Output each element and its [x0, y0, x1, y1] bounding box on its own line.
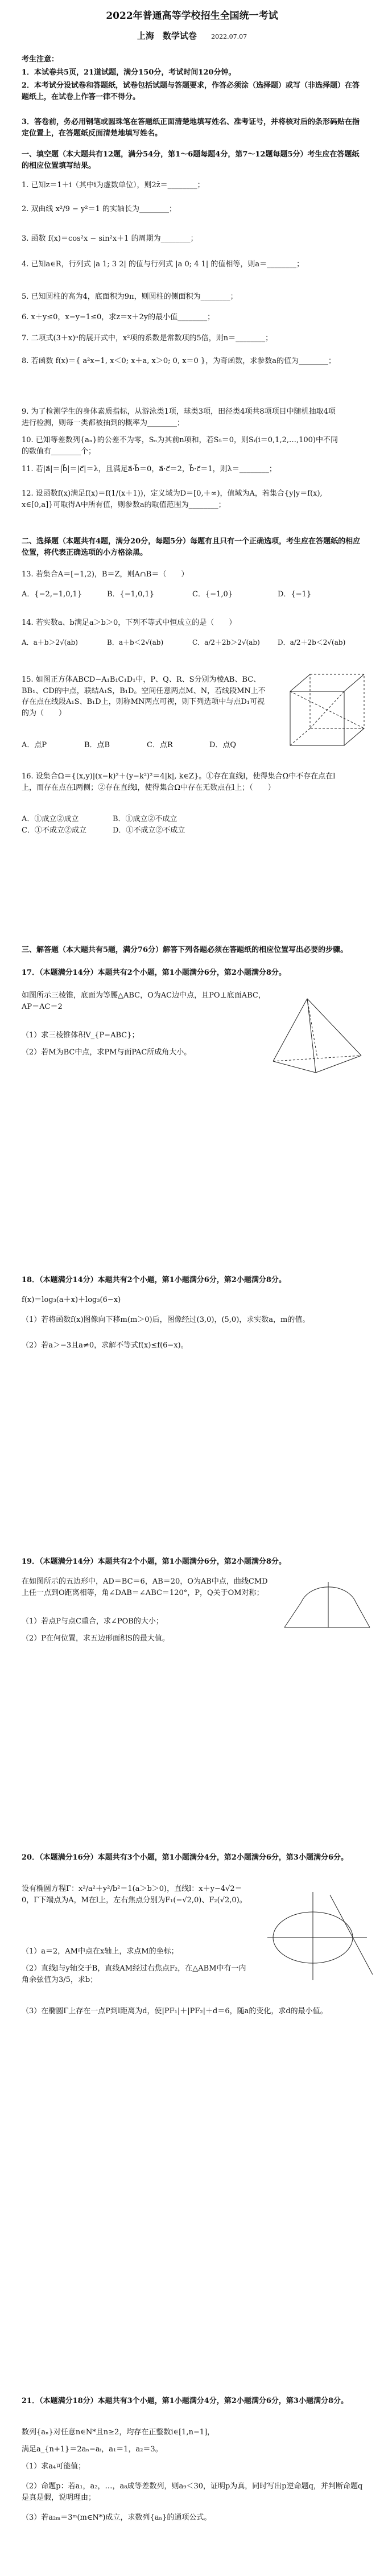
cube-back-face — [310, 674, 364, 728]
problem-20-part2: （2）直线l与y轴交于B，直线AM经过右焦点F₂，在△ABM中有一内角余弦值为3/5，求b； — [22, 1964, 246, 1984]
question-11: 11. 若|a⃗|＝|b⃗|＝|c⃗|＝λ，且满足a⃗·b⃗＝0，a⃗·c⃗＝2，b⃗·c⃗＝1，则λ＝________； — [22, 465, 276, 473]
exam-date: 2022.07.07 — [211, 33, 247, 40]
problem-17-body: 如图所示三棱锥，底面为等腰△ABC，O为AC边中点，且PO⊥底面ABC，AP＝AC＝2 — [22, 991, 266, 1011]
exam-title: 2022年普通高等学校招生全国统一考试 — [106, 10, 278, 22]
ellipse-figure — [267, 1889, 375, 1986]
option-b: B．a＋b＜2√(ab) — [107, 638, 164, 646]
problem-21-part1: （1）求a₄可能值； — [22, 2462, 86, 2471]
question-8: 8. 若函数 f(x)＝{ a²x−1, x＜0; x＋a, x＞0; 0, x＝0 }，为奇函数，求参数a的值为________； — [22, 357, 336, 365]
options-13 — [22, 589, 363, 600]
problem-21-body: 数列{aₙ}对任意n∈N*且n≥2，均存在正整数i∈[1,n−1]， — [22, 2428, 215, 2437]
option-b: B．点B — [84, 741, 110, 749]
option-b: B．{−1,0,1} — [107, 590, 155, 599]
option-a: A．{−2,−1,0,1} — [22, 590, 82, 599]
options-14 — [22, 637, 363, 648]
exam-subtitle — [0, 30, 384, 43]
question-12: 12. 设函数f(x)满足f(x)＝f(1/(x＋1))，定义域为D＝[0,＋∞)，值域为A，若集合{y|y＝f(x), x∈[0,a]}可取得A中所有值，则参数a的取值范围为________； — [22, 489, 323, 509]
question-10: 10. 已知等差数列{aₙ}的公差不为零，Sₙ为其前n项和，若S₅＝0，则Sᵢ(i＝0,1,2,…,100)中不同的数值有________个； — [22, 436, 338, 456]
problem-17-heading: 17．（本题满分14分）本题共有2个小题，第1小题满分6分，第2小题满分8分。 — [22, 968, 286, 977]
line-l — [330, 1895, 373, 1975]
problem-21-part3: （3）若a₂ₘ＝3ᵐ(m∈N*)成立，求数列{aₙ}的通项公式。 — [22, 2513, 212, 2522]
question-4: 4. 已知a∈R，行列式 |a 1; 3 2| 的值与行列式 |a 0; 4 1| 的值相等，则a＝________； — [22, 260, 304, 269]
problem-21-body-2: 满足a_{n+1}＝2aₙ−aᵢ，a₁＝1，a₂＝3。 — [22, 2445, 163, 2454]
option-a: A．①成立②成立 — [22, 815, 79, 823]
problem-19-part1: （1）若点P与点C重合，求∠POB的大小； — [22, 1617, 163, 1626]
option-c: C．a/2＋2b＞2√(ab) — [192, 638, 260, 646]
problem-19-part2: （2）P在何位置，求五边形面积S的最大值。 — [22, 1634, 170, 1643]
options-15 — [22, 740, 272, 751]
question-9: 9. 为了检测学生的身体素质指标，从游泳类1项，球类3项，田径类4项共8项项目中随机抽取4项进行检测，则每一类都被抽到的概率为________； — [22, 407, 336, 427]
notice-item: 1．本试卷共5页，21道试题，满分150分，考试时间120分钟。 — [22, 68, 236, 77]
notice-heading: 考生注意： — [22, 55, 59, 64]
section-answer-heading: 三、解答题（本大题共有5题，满分76分）解答下列各题必须在答题纸的相应位置写出必要的步骤。 — [22, 946, 348, 954]
option-d: D．①不成立②不成立 — [113, 826, 185, 835]
question-15: 15. 如图正方体ABCD−A₁B₁C₁D₁中，P、Q、R、S分别为棱AB、BC、BB₁、CD的中点，联结A₁S，B₁D。空间任意两点M、N，若线段MN上不存在点在线段A₁S、B₁D上，则称MN两点可视，则下列选项中与点D₁可视的为（ ） — [22, 675, 266, 718]
notice-item: 2．本考试分设试卷和答题纸，试卷包括试题与答题要求，作答必须涂（选择题）或写（非选择题）在答题纸上，在试卷上作答一律不得分。 — [22, 81, 360, 101]
question-5: 5. 已知圆柱的高为4，底面积为9π，则圆柱的侧面积为________； — [22, 292, 238, 301]
question-13: 13. 若集合A＝[−1,2)，B＝Z，则A∩B＝（ ） — [22, 570, 189, 579]
pyramid-figure — [267, 993, 370, 1078]
pentagon-figure — [279, 1579, 375, 1642]
option-a: A．a＋b＞2√(ab) — [22, 638, 78, 646]
subject-label: 上海 数学试卷 — [137, 31, 197, 41]
problem-18-part1: （1）若将函数f(x)图像向下移m(m＞0)后，图像经过(3,0)，(5,0)，求实数a，m的值。 — [22, 1316, 310, 1324]
notice-item: 3．答卷前，务必用钢笔或圆珠笔在答题纸正面清楚地填写姓名、准考证号，并将核对后的条形码贴在指定位置上，在答题纸反面清楚地填写姓名。 — [22, 118, 360, 138]
cube-front-face — [290, 691, 344, 745]
option-a: A．点P — [22, 741, 47, 749]
question-1: 1. 已知z＝1＋i（其中i为虚数单位），则2z̄＝________； — [22, 181, 205, 189]
option-c: C．①不成立②成立 — [22, 826, 86, 835]
problem-17-part1: （1）求三棱锥体积V_{P−ABC}； — [22, 1031, 139, 1040]
problem-21-heading: 21．（本题满分18分）本题共有3个小题，第1小题满分4分，第2小题满分6分，第3小题满分8分。 — [22, 2397, 349, 2405]
option-d: D．点Q — [209, 741, 237, 749]
option-d: D．a/2＋2b＜2√(ab) — [278, 638, 346, 646]
problem-17-part2: （2）若M为BC中点，求PM与面PAC所成角大小。 — [22, 1048, 192, 1057]
problem-19-heading: 19．（本题满分14分）本题共有2个小题，第1小题满分6分，第2小题满分8分。 — [22, 1557, 286, 1566]
option-d: D．{−1} — [278, 590, 312, 599]
problem-18-part2: （2）若a＞−3且a≠0，求解不等式f(x)≤f(6−x)。 — [22, 1341, 188, 1350]
question-3: 3. 函数 f(x)＝cos²x − sin²x＋1 的周期为________； — [22, 234, 198, 243]
option-c: C．点R — [147, 741, 173, 749]
problem-20-heading: 20．（本题满分16分）本题共有3个小题，第1小题满分4分，第2小题满分6分，第3小题满分6分。 — [22, 1853, 349, 1862]
section-fill-heading: 一、填空题（本大题共有12题，满分54分，第1～6题每题4分，第7～12题每题5分）考生应在答题纸的相应位置填写结果。 — [22, 150, 360, 170]
option-b: B．①成立②不成立 — [113, 815, 177, 823]
options-16 — [22, 814, 204, 836]
problem-20-part1: （1）a＝2，AM中点在x轴上，求点M的坐标； — [22, 1947, 179, 1956]
question-14: 14. 若实数a、b满足a＞b＞0，下列不等式中恒成立的是（ ） — [22, 619, 237, 627]
problem-20-body: 设有椭圆方程Γ：x²/a²＋y²/b²＝1(a＞b＞0)，直线l：x＋y−4√2＝0，Γ下端点为A，M在l上，左右焦点分别为F₁(−√2,0)、F₂(√2,0)。 — [22, 1885, 247, 1905]
problem-19-body: 在如图所示的五边形中，AD＝BC＝6，AB＝20，O为AB中点，曲线CMD上任一点到O距离相等，角∠DAB＝∠ABC＝120°，P，Q关于OM对称； — [22, 1577, 268, 1597]
cube-figure — [284, 669, 370, 751]
question-2: 2. 双曲线 x²/9 − y²＝1 的实轴长为________； — [22, 205, 176, 213]
question-16: 16. 设集合Ω＝{(x,y)|(x−k)²＋(y−k²)²＝4|k|, k∈Z}。①存在直线l，使得集合Ω中不存在点在l上，而存在点在l两侧；②存在直线l，使得集合Ω中存在无数点在l上；（ ） — [22, 772, 336, 792]
problem-21-part2: （2）命题p：若a₁，a₂，…，a₈成等差数列，则a₉＜30，证明p为真，同时写出p逆命题q，并判断命题q是真是假，说明理由； — [22, 2482, 363, 2502]
problem-18-heading: 18．（本题满分14分）本题共有2个小题，第1小题满分6分，第2小题满分8分。 — [22, 1276, 286, 1284]
section-choice-heading: 二、选择题（本题共有4题，满分20分，每题5分）每题有且只有一个正确选项，考生应在答题纸的相应位置，将代表正确选项的小方格涂黑。 — [22, 537, 361, 557]
problem-18-body: f(x)＝log₃(a＋x)＋log₃(6−x) — [22, 1296, 121, 1304]
problem-20-part3: （3）在椭圆Γ上存在一点P到l距离为d，使|PF₁|＋|PF₂|＋d＝6，随a的变化，求d的最小值。 — [22, 2007, 328, 2016]
question-6: 6. x＋y≤0，x−y−1≤0，求z＝x＋2y的最小值________； — [22, 313, 215, 322]
question-7: 7. 二项式(3＋x)ⁿ的展开式中，x²项的系数是常数项的5倍，则n＝________； — [22, 334, 273, 343]
option-c: C．{−1,0} — [192, 590, 233, 599]
